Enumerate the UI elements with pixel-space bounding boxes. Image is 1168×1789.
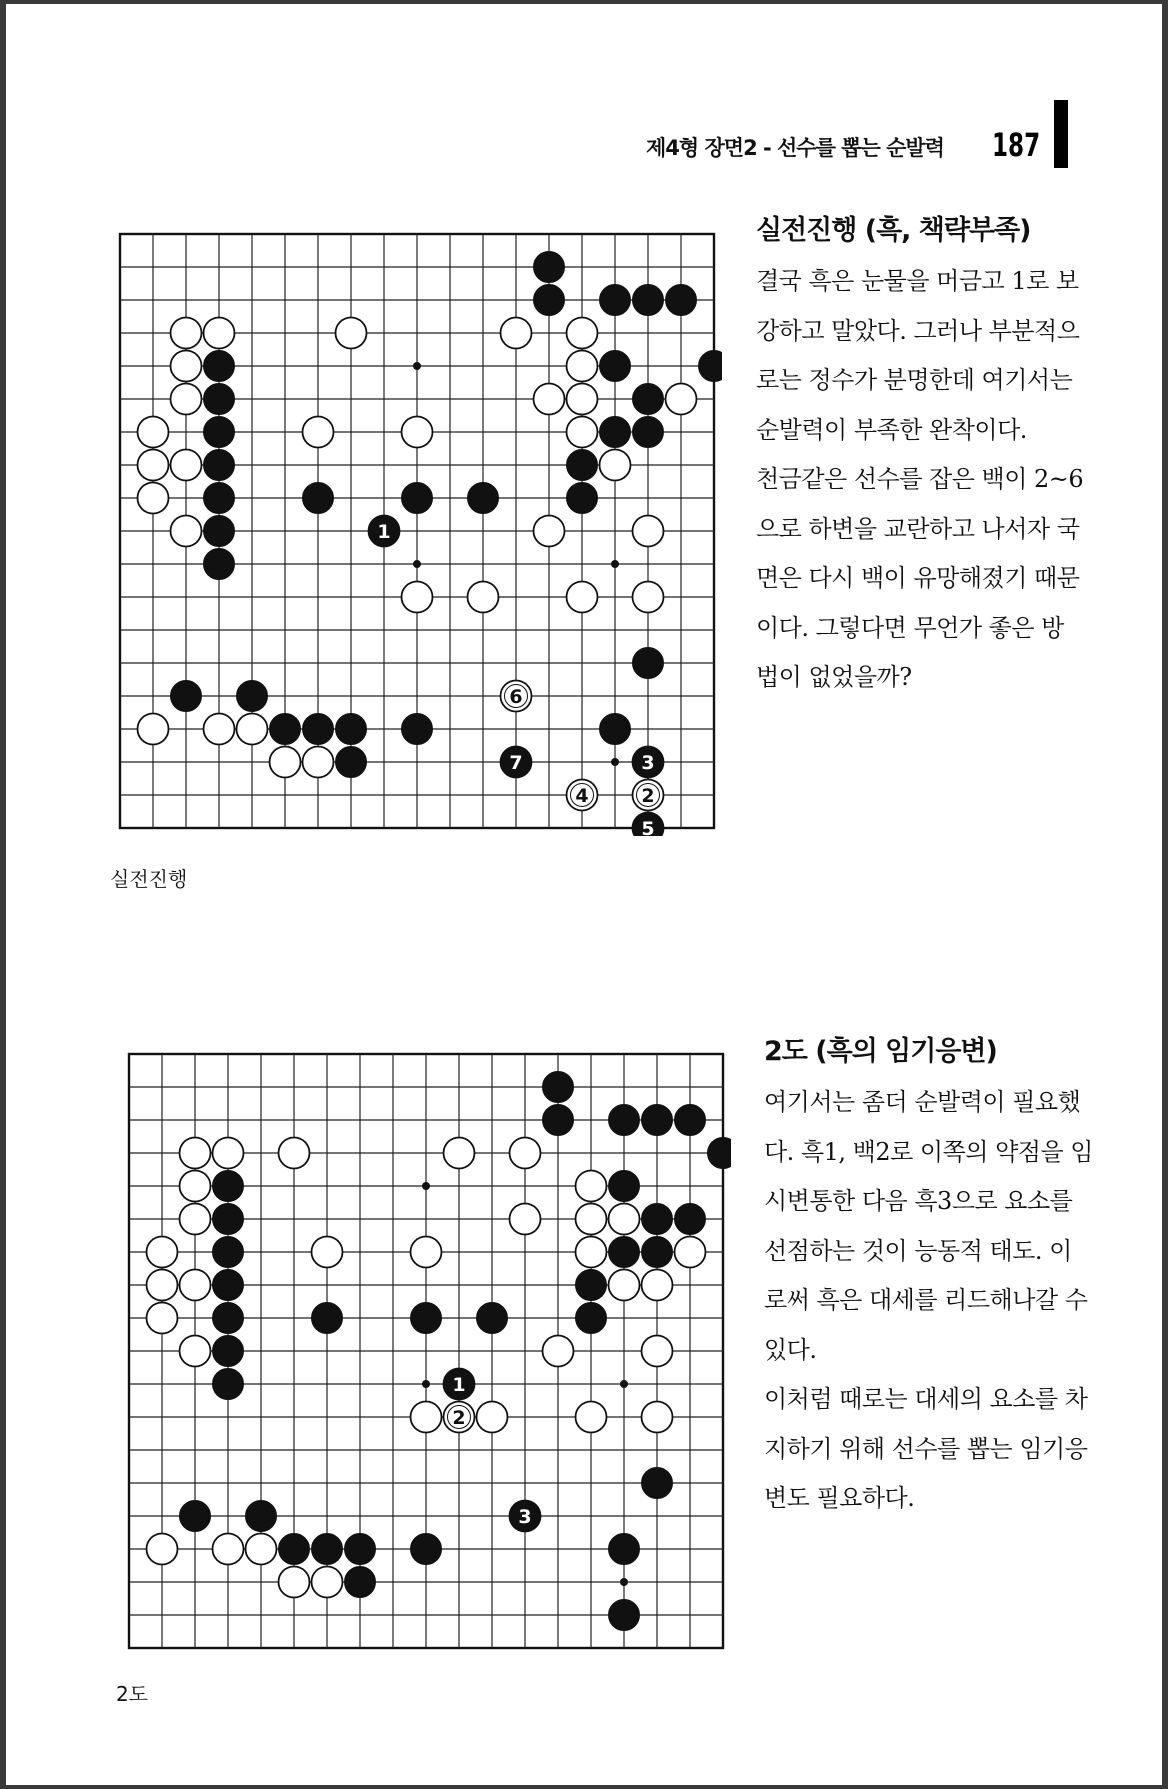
black-stone xyxy=(411,1534,442,1565)
white-stone xyxy=(213,1534,244,1565)
white-stone xyxy=(138,450,169,481)
white-stone xyxy=(501,318,532,349)
white-stone xyxy=(171,384,202,415)
paragraph-2-2: 이처럼 때로는 대세의 요소를 차지하기 위해 선수를 뽑는 임기응변도 필요하다. xyxy=(764,1385,1088,1512)
black-stone xyxy=(543,1105,574,1136)
black-stone xyxy=(468,483,499,514)
black-stone xyxy=(609,1600,640,1631)
black-stone xyxy=(477,1303,508,1334)
go-board-2 xyxy=(115,1040,731,1656)
white-stone xyxy=(171,351,202,382)
black-stone xyxy=(633,648,664,679)
black-stone xyxy=(534,252,565,283)
white-stone xyxy=(147,1534,178,1565)
black-stone xyxy=(666,285,697,316)
go-board-1 xyxy=(106,220,722,836)
star-point xyxy=(611,758,619,766)
white-stone xyxy=(576,1237,607,1268)
white-stone xyxy=(180,1138,211,1169)
black-stone xyxy=(543,1072,574,1103)
black-stone xyxy=(213,1303,244,1334)
white-stone xyxy=(279,1138,310,1169)
black-stone xyxy=(633,417,664,448)
commentary-section-1 xyxy=(756,208,1086,703)
black-stone xyxy=(609,1171,640,1202)
black-stone xyxy=(576,1270,607,1301)
black-stone xyxy=(213,1237,244,1268)
white-stone xyxy=(246,1534,277,1565)
black-stone xyxy=(171,681,202,712)
black-stone xyxy=(213,1369,244,1400)
white-stone xyxy=(510,1138,541,1169)
black-stone xyxy=(213,1204,244,1235)
black-stone xyxy=(270,714,301,745)
black-stone xyxy=(180,1501,211,1532)
white-stone xyxy=(147,1303,178,1334)
black-stone xyxy=(633,285,664,316)
black-stone xyxy=(642,1237,673,1268)
black-stone xyxy=(213,1336,244,1367)
white-stone xyxy=(147,1270,178,1301)
white-stone xyxy=(270,747,301,778)
chapter-header: 제4형 장면2 - 선수를 뽑는 순발력 xyxy=(646,136,944,160)
stone-number-label: 5 xyxy=(641,818,655,836)
black-stone xyxy=(303,483,334,514)
black-stone xyxy=(402,483,433,514)
white-stone xyxy=(336,318,367,349)
white-stone xyxy=(213,1138,244,1169)
stone-number-label: 3 xyxy=(641,752,655,774)
black-stone xyxy=(336,747,367,778)
black-stone xyxy=(600,714,631,745)
white-stone xyxy=(576,1171,607,1202)
paragraph-1-2: 천금같은 선수를 잡은 백이 2~6으로 하변을 교란하고 나서자 국면은 다시 백이 유망해졌기 때문이다. 그렇다면 무언가 좋은 방법이 없었을까? xyxy=(756,465,1084,691)
chapter-marker-bar xyxy=(1054,100,1068,168)
black-stone xyxy=(576,1303,607,1334)
white-stone xyxy=(444,1138,475,1169)
white-stone xyxy=(303,417,334,448)
white-stone xyxy=(534,516,565,547)
black-stone xyxy=(303,714,334,745)
white-stone xyxy=(402,582,433,613)
section-title-1: 실전진행 (흑, 책략부족) xyxy=(756,215,1031,246)
white-stone xyxy=(312,1237,343,1268)
white-stone xyxy=(411,1237,442,1268)
stone-number-label: 2 xyxy=(641,785,655,807)
star-point xyxy=(620,1380,628,1388)
black-stone xyxy=(609,1105,640,1136)
commentary-section-2 xyxy=(764,1029,1094,1524)
black-stone xyxy=(402,714,433,745)
black-stone xyxy=(204,351,235,382)
white-stone xyxy=(567,318,598,349)
paragraph-2-1: 여기서는 좀더 순발력이 필요했다. 흑1, 백2로 이쪽의 약점을 임시변통한 다음 흑3으로 요소를 선점하는 것이 능동적 태도. 이로써 흑은 대세를 리드해나갈 수 있다. xyxy=(764,1088,1093,1364)
white-stone xyxy=(303,747,334,778)
black-stone xyxy=(345,1567,376,1598)
star-point xyxy=(422,1182,430,1190)
black-stone xyxy=(642,1468,673,1499)
white-stone xyxy=(567,351,598,382)
black-stone xyxy=(567,450,598,481)
white-stone xyxy=(642,1336,673,1367)
white-stone xyxy=(411,1402,442,1433)
black-stone xyxy=(237,681,268,712)
star-point xyxy=(413,560,421,568)
white-stone xyxy=(204,714,235,745)
stone-number-label: 1 xyxy=(377,521,391,543)
page-number: 187 xyxy=(992,126,1041,164)
white-stone xyxy=(534,384,565,415)
paragraph-1-1: 결국 흑은 눈물을 머금고 1로 보강하고 말았다. 그러나 부분적으로는 정수가 분명한데 여기서는 순발력이 부족한 완착이다. xyxy=(756,267,1080,444)
section-title-2: 2도 (흑의 임기응변) xyxy=(764,1036,997,1067)
black-stone xyxy=(279,1534,310,1565)
stone-number-label: 7 xyxy=(509,752,523,774)
white-stone xyxy=(633,516,664,547)
book-page xyxy=(6,4,1162,1785)
black-stone xyxy=(336,714,367,745)
star-point xyxy=(611,560,619,568)
black-stone xyxy=(312,1534,343,1565)
white-stone xyxy=(600,450,631,481)
white-stone xyxy=(642,1270,673,1301)
white-stone xyxy=(171,450,202,481)
white-stone xyxy=(576,1204,607,1235)
star-point xyxy=(620,1578,628,1586)
white-stone xyxy=(402,417,433,448)
black-stone xyxy=(312,1303,343,1334)
black-stone xyxy=(675,1204,706,1235)
black-stone xyxy=(345,1534,376,1565)
white-stone xyxy=(138,714,169,745)
star-point xyxy=(422,1380,430,1388)
white-stone xyxy=(171,318,202,349)
black-stone xyxy=(534,285,565,316)
black-stone xyxy=(204,483,235,514)
white-stone xyxy=(279,1567,310,1598)
white-stone xyxy=(468,582,499,613)
white-stone xyxy=(147,1237,178,1268)
white-stone xyxy=(138,417,169,448)
black-stone xyxy=(600,417,631,448)
white-stone xyxy=(567,582,598,613)
white-stone xyxy=(642,1402,673,1433)
white-stone xyxy=(180,1171,211,1202)
black-stone xyxy=(204,516,235,547)
stone-number-label: 6 xyxy=(509,686,523,708)
black-stone xyxy=(675,1105,706,1136)
stone-number-label: 1 xyxy=(452,1374,466,1396)
black-stone xyxy=(204,450,235,481)
black-stone xyxy=(609,1237,640,1268)
black-stone xyxy=(204,417,235,448)
white-stone xyxy=(675,1237,706,1268)
stone-number-label: 4 xyxy=(575,785,589,807)
white-stone xyxy=(312,1567,343,1598)
white-stone xyxy=(633,582,664,613)
black-stone xyxy=(609,1534,640,1565)
white-stone xyxy=(180,1336,211,1367)
black-stone xyxy=(600,285,631,316)
stone-number-label: 3 xyxy=(518,1506,532,1528)
black-stone xyxy=(246,1501,277,1532)
star-point xyxy=(413,362,421,370)
black-stone xyxy=(642,1105,673,1136)
black-stone xyxy=(204,549,235,580)
white-stone xyxy=(171,516,202,547)
board-caption-1: 실전진행 xyxy=(110,867,188,891)
white-stone xyxy=(510,1204,541,1235)
white-stone xyxy=(567,417,598,448)
white-stone xyxy=(609,1270,640,1301)
white-stone xyxy=(237,714,268,745)
black-stone xyxy=(642,1204,673,1235)
white-stone xyxy=(666,384,697,415)
black-stone xyxy=(213,1270,244,1301)
white-stone xyxy=(477,1402,508,1433)
white-stone xyxy=(138,483,169,514)
white-stone xyxy=(567,384,598,415)
white-stone xyxy=(180,1270,211,1301)
white-stone xyxy=(543,1336,574,1367)
black-stone xyxy=(600,351,631,382)
white-stone xyxy=(204,318,235,349)
black-stone xyxy=(204,384,235,415)
black-stone xyxy=(567,483,598,514)
white-stone xyxy=(609,1204,640,1235)
board-caption-2: 2도 xyxy=(116,1682,149,1706)
white-stone xyxy=(180,1204,211,1235)
white-stone xyxy=(576,1402,607,1433)
black-stone xyxy=(633,384,664,415)
black-stone xyxy=(411,1303,442,1334)
stone-number-label: 2 xyxy=(452,1407,466,1429)
black-stone xyxy=(213,1171,244,1202)
